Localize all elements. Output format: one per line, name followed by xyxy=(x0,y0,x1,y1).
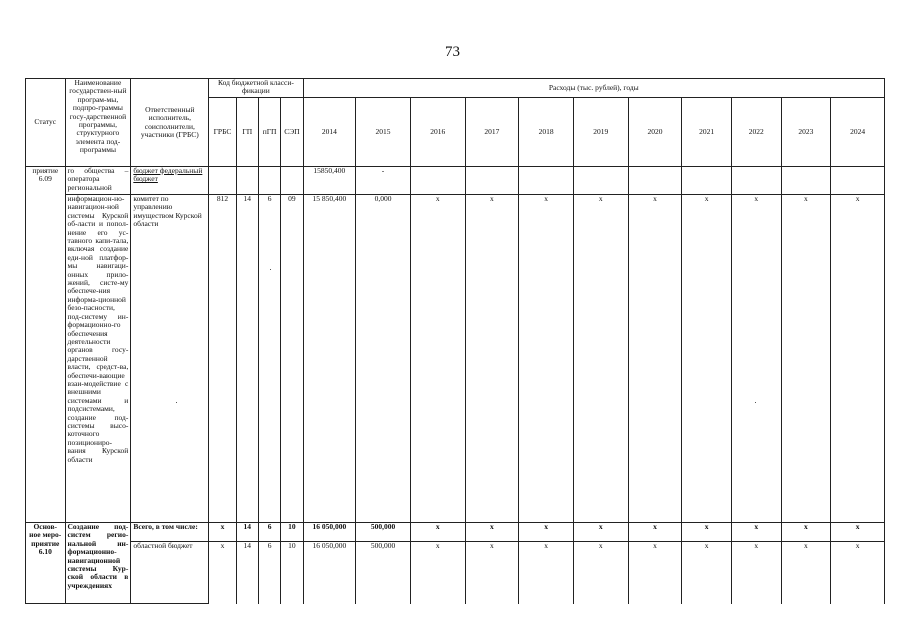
scan-speck xyxy=(755,402,756,403)
row-executor: Всего, в том числе: xyxy=(131,523,209,542)
row-value-2018: x xyxy=(519,195,574,523)
row-value-2014: 16 050,000 xyxy=(303,542,356,604)
row-value-2016: x xyxy=(410,195,465,523)
scan-speck xyxy=(270,269,271,270)
row-code-pgp: 6 xyxy=(258,523,280,542)
row-value-2020: x xyxy=(628,542,682,604)
row-value-2024 xyxy=(831,167,885,195)
row-status: приятие 6.09 xyxy=(26,167,66,523)
row-value-2018: x xyxy=(519,523,574,542)
row-code-sep: 09 xyxy=(281,195,303,523)
row-value-2021: x xyxy=(682,542,732,604)
budget-table xyxy=(25,78,885,604)
row-value-2014: 16 050,000 xyxy=(303,523,356,542)
row-value-2016: x xyxy=(410,542,465,604)
header-year-2015: 2015 xyxy=(356,98,411,167)
header-year-2017: 2017 xyxy=(465,98,519,167)
row-value-2023: x xyxy=(781,195,831,523)
row-value-2017: x xyxy=(465,195,519,523)
header-code-gp: ГП xyxy=(236,98,258,167)
row-value-2014: 15 850,400 xyxy=(303,195,356,523)
row-value-2017: x xyxy=(465,523,519,542)
row-code-sep xyxy=(281,167,303,195)
row-value-2019: x xyxy=(573,542,628,604)
row-value-2021: x xyxy=(682,523,732,542)
row-value-2022: x xyxy=(731,542,781,604)
row-value-2024: x xyxy=(831,542,885,604)
row-code-grbs: 812 xyxy=(209,195,236,523)
row-value-2022: x xyxy=(731,195,781,523)
table-row xyxy=(26,523,885,542)
header-code-sep: СЭП xyxy=(281,98,303,167)
page-number: 73 xyxy=(445,44,460,60)
row-value-2021 xyxy=(682,167,732,195)
row-code-gp: 14 xyxy=(236,542,258,604)
row-value-2015: 0,000 xyxy=(356,195,411,523)
row-value-2022: x xyxy=(731,523,781,542)
header-expenses-group: Расходы (тыс. рублей), годы xyxy=(303,79,884,98)
row-value-2018: x xyxy=(519,542,574,604)
row-value-2018 xyxy=(519,167,574,195)
row-name: информацион-но-навигацион-ной системы Курской об-ласти и попол-нение его ус-тавного капи-тала, включая создание еди-ной платфор-мы навигаци-онных прило-жений, систе-му обеспече-ния информа-ционной безо-пасности, под-систему ин-формационно-го обеспечения деятельности органов госу-дарственной власти, средст-ва, обеспечи-вающие взаи-модействие с внешними системами и подсистемами, создание под-системы высо-коточного позициониро-вания Курской области xyxy=(65,195,131,523)
row-value-2017: x xyxy=(465,542,519,604)
row-value-2017 xyxy=(465,167,519,195)
header-year-2021: 2021 xyxy=(682,98,732,167)
row-code-pgp: 6 xyxy=(258,195,280,523)
row-code-grbs: x xyxy=(209,523,236,542)
header-year-2019: 2019 xyxy=(573,98,628,167)
row-code-sep: 10 xyxy=(281,542,303,604)
header-row-1 xyxy=(26,79,885,98)
header-code-grbs: ГРБС xyxy=(209,98,236,167)
row-value-2019: x xyxy=(573,523,628,542)
header-year-2023: 2023 xyxy=(781,98,831,167)
row-code-grbs xyxy=(209,167,236,195)
row-value-2019 xyxy=(573,167,628,195)
header-year-2014: 2014 xyxy=(303,98,356,167)
row-value-2015: 500,000 xyxy=(356,542,411,604)
row-code-gp xyxy=(236,167,258,195)
header-year-2024: 2024 xyxy=(831,98,885,167)
table-row xyxy=(26,195,885,523)
row-code-gp: 14 xyxy=(236,523,258,542)
header-year-2016: 2016 xyxy=(410,98,465,167)
row-value-2016: x xyxy=(410,523,465,542)
row-name: Создание под-систем регио-нальной ин-формационно-навигационной системы Кур-ской области в учреждениях xyxy=(65,523,131,604)
row-value-2015: 500,000 xyxy=(356,523,411,542)
table-row xyxy=(26,542,885,604)
row-executor: бюджет федеральный бюджет xyxy=(131,167,209,195)
table-row xyxy=(26,167,885,195)
header-executor: Ответственный исполнитель, соисполнители, участники (ГРБС) xyxy=(131,79,209,167)
row-code-pgp: 6 xyxy=(258,542,280,604)
row-code-sep: 10 xyxy=(281,523,303,542)
row-value-2014: 15850,400 xyxy=(303,167,356,195)
header-status: Статус xyxy=(26,79,66,167)
header-code-pgp: пГП xyxy=(258,98,280,167)
row-value-2020 xyxy=(628,167,682,195)
row-code-grbs: x xyxy=(209,542,236,604)
header-code-group: Код бюджетной класси-фикации xyxy=(209,79,303,98)
row-value-2024: x xyxy=(831,523,885,542)
row-status: Основ-ное меро-приятие 6.10 xyxy=(26,523,66,604)
row-value-2022 xyxy=(731,167,781,195)
row-value-2020: x xyxy=(628,523,682,542)
row-value-2023 xyxy=(781,167,831,195)
row-code-gp: 14 xyxy=(236,195,258,523)
header-year-2020: 2020 xyxy=(628,98,682,167)
header-name: Наименование государствен-ный програм-мы, подпро-граммы госу-дарственной программы, структурного элемента под-программы xyxy=(65,79,131,167)
row-executor: областной бюджет xyxy=(131,542,209,604)
header-year-2018: 2018 xyxy=(519,98,574,167)
row-value-2021: x xyxy=(682,195,732,523)
row-code-pgp xyxy=(258,167,280,195)
row-executor: комитет по управлению имуществом Курской области xyxy=(131,195,209,523)
row-name: го общества – оператора региональной xyxy=(65,167,131,195)
row-value-2023: x xyxy=(781,542,831,604)
row-value-2015: - xyxy=(356,167,411,195)
row-value-2020: x xyxy=(628,195,682,523)
row-value-2019: x xyxy=(573,195,628,523)
row-value-2023: x xyxy=(781,523,831,542)
header-year-2022: 2022 xyxy=(731,98,781,167)
row-value-2016 xyxy=(410,167,465,195)
scan-speck xyxy=(176,402,177,403)
row-value-2024: x xyxy=(831,195,885,523)
